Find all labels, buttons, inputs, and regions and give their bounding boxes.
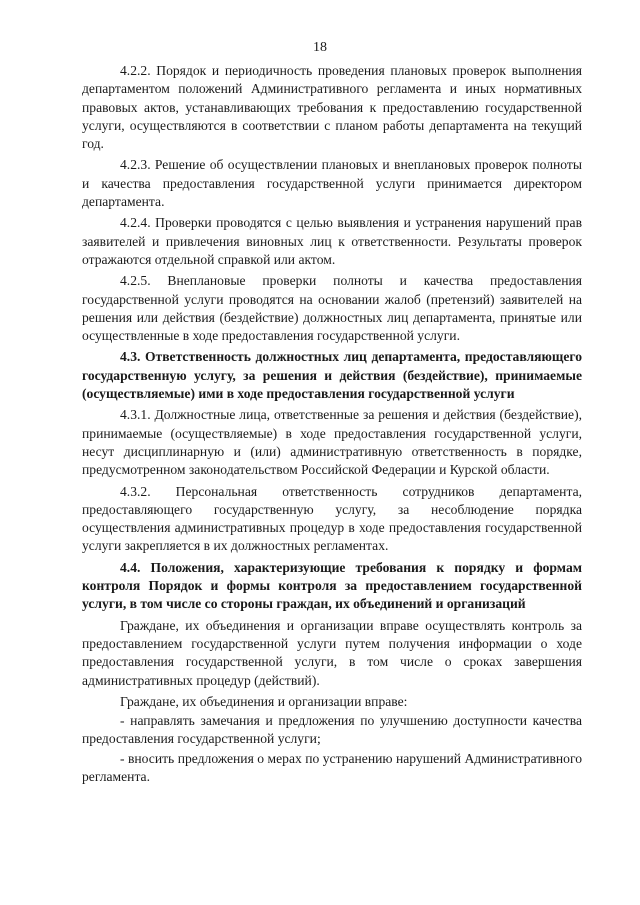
section-heading-4-4: 4.4. Положения, характеризующие требования к порядку и формам контроля Порядок и формы контроля за предоставлением государственной услуги, в том числе со стороны граждан, их объединений и организаций	[82, 559, 582, 612]
paragraph-4-2-3: 4.2.3. Решение об осуществлении плановых и внеплановых проверок полноты и качества предоставления государственной услуги принимается директором департамента.	[82, 157, 582, 210]
paragraph-citizens-control: Граждане, их объединения и организации вправе осуществлять контроль за предоставлением государственной услуги путем получения информации о ходе предоставления государственной услуги, в том числе о сроках завершения административных процедур (действий).	[82, 617, 582, 688]
section-heading-4-3: 4.3. Ответственность должностных лиц департамента, предоставляющего государственную услугу, за решения и действия (бездействие), принимаемые (осуществляемые) ими в ходе предоставления государственной услуги	[82, 349, 582, 402]
document-body	[82, 62, 582, 789]
paragraph-4-3-2: 4.3.2. Персональная ответственность сотрудников департамента, предоставляющего государственную услугу, за несоблюдение порядка осуществления административных процедур в ходе предоставления государственной услуги закрепляется в их должностных регламентах.	[82, 483, 582, 554]
paragraph-citizens-rights: Граждане, их объединения и организации вправе:	[120, 693, 408, 709]
paragraph-4-3-1: 4.3.1. Должностные лица, ответственные за решения и действия (бездействие), принимаемые (осуществляемые) в ходе предоставления государственной услуги, несут дисциплинарную и (или) административную ответственность в порядке, предусмотренном законодательством Российской Федерации и Курской области.	[82, 407, 582, 478]
page-number: 18	[313, 40, 327, 55]
paragraph-4-2-2: 4.2.2. Порядок и периодичность проведения плановых проверок выполнения департаментом положений Административного регламента и иных нормативных правовых актов, устанавливающих требования к предоставлению государственной услуги, осуществляются в соответствии с планом работы департамента на текущий год.	[82, 63, 582, 152]
paragraph-4-2-4: 4.2.4. Проверки проводятся с целью выявления и устранения нарушений прав заявителей и привлечения виновных лиц к ответственности. Результаты проверок отражаются отдельной справкой или актом.	[82, 215, 582, 267]
list-item-proposals: - вносить предложения о мерах по устранению нарушений Административного регламента.	[82, 750, 582, 784]
list-item-remarks: - направлять замечания и предложения по улучшению доступности качества предоставления государственной услуги;	[82, 713, 582, 747]
paragraph-4-2-5: 4.2.5. Внеплановые проверки полноты и качества предоставления государственной услуги проводятся на основании жалоб (претензий) заявителей на решения или действия (бездействие) должностных лиц департамента, принятые или осуществленные в ходе предоставления государственной услуги.	[82, 273, 582, 344]
